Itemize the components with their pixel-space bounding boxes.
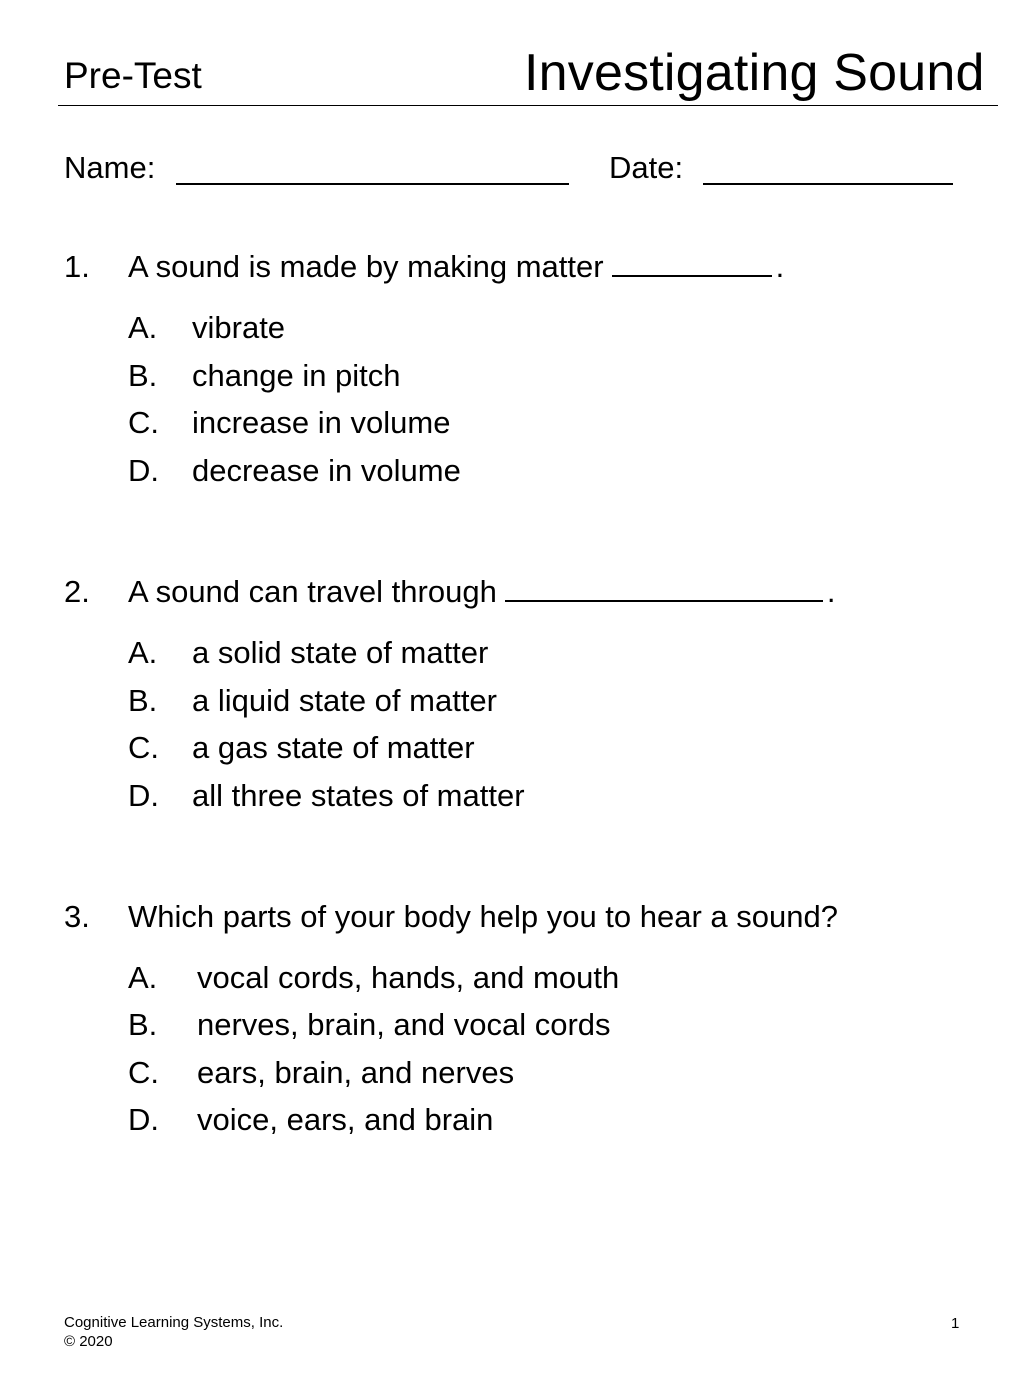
name-label: Name: xyxy=(64,150,156,185)
question-text-before: A sound is made by making matter xyxy=(128,249,604,284)
question-text-before: A sound can travel through xyxy=(128,574,497,609)
question-text xyxy=(128,899,838,935)
option-letter: C. xyxy=(128,405,159,440)
option-text[interactable]: increase in volume xyxy=(192,405,451,440)
option-text[interactable]: all three states of matter xyxy=(192,778,525,813)
header-pretest-label: Pre-Test xyxy=(64,55,202,96)
option-letter: B. xyxy=(128,358,158,393)
option-text[interactable]: vibrate xyxy=(192,310,286,345)
date-field[interactable] xyxy=(703,183,953,185)
answer-blank[interactable] xyxy=(612,249,772,277)
question-text-before: Which parts of your body help you to hear a sound? xyxy=(128,899,838,934)
question-text-after: . xyxy=(826,574,836,609)
page-title: Investigating Sound xyxy=(524,44,985,102)
question-text xyxy=(128,249,784,285)
option-letter: C. xyxy=(128,1055,159,1090)
name-field[interactable] xyxy=(176,183,569,185)
option-text[interactable]: a solid state of matter xyxy=(192,635,489,670)
option-letter: D. xyxy=(128,453,159,488)
option-letter: D. xyxy=(128,1102,159,1137)
footer-company: Cognitive Learning Systems, Inc. xyxy=(64,1314,284,1331)
option-text[interactable]: nerves, brain, and vocal cords xyxy=(197,1007,611,1042)
footer-copyright: © 2020 xyxy=(64,1333,113,1350)
option-letter: A. xyxy=(128,960,158,995)
question-number: 1. xyxy=(64,249,90,284)
date-label: Date: xyxy=(609,150,684,185)
option-letter: B. xyxy=(128,683,158,718)
question-text xyxy=(128,574,835,610)
option-text[interactable]: ears, brain, and nerves xyxy=(197,1055,515,1090)
option-text[interactable]: change in pitch xyxy=(192,358,401,393)
question-text-after: . xyxy=(775,249,785,284)
option-text[interactable]: a liquid state of matter xyxy=(192,683,497,718)
answer-blank[interactable] xyxy=(505,574,823,602)
question-number: 2. xyxy=(64,574,90,609)
header-divider xyxy=(58,105,998,106)
footer xyxy=(64,1313,283,1351)
option-letter: C. xyxy=(128,730,159,765)
option-text[interactable]: voice, ears, and brain xyxy=(197,1102,494,1137)
option-text[interactable]: decrease in volume xyxy=(192,453,461,488)
page-number: 1 xyxy=(951,1315,960,1332)
option-text[interactable]: vocal cords, hands, and mouth xyxy=(197,960,620,995)
question-number: 3. xyxy=(64,899,90,934)
option-letter: A. xyxy=(128,310,158,345)
option-letter: A. xyxy=(128,635,158,670)
option-letter: B. xyxy=(128,1007,158,1042)
option-letter: D. xyxy=(128,778,159,813)
option-text[interactable]: a gas state of matter xyxy=(192,730,475,765)
